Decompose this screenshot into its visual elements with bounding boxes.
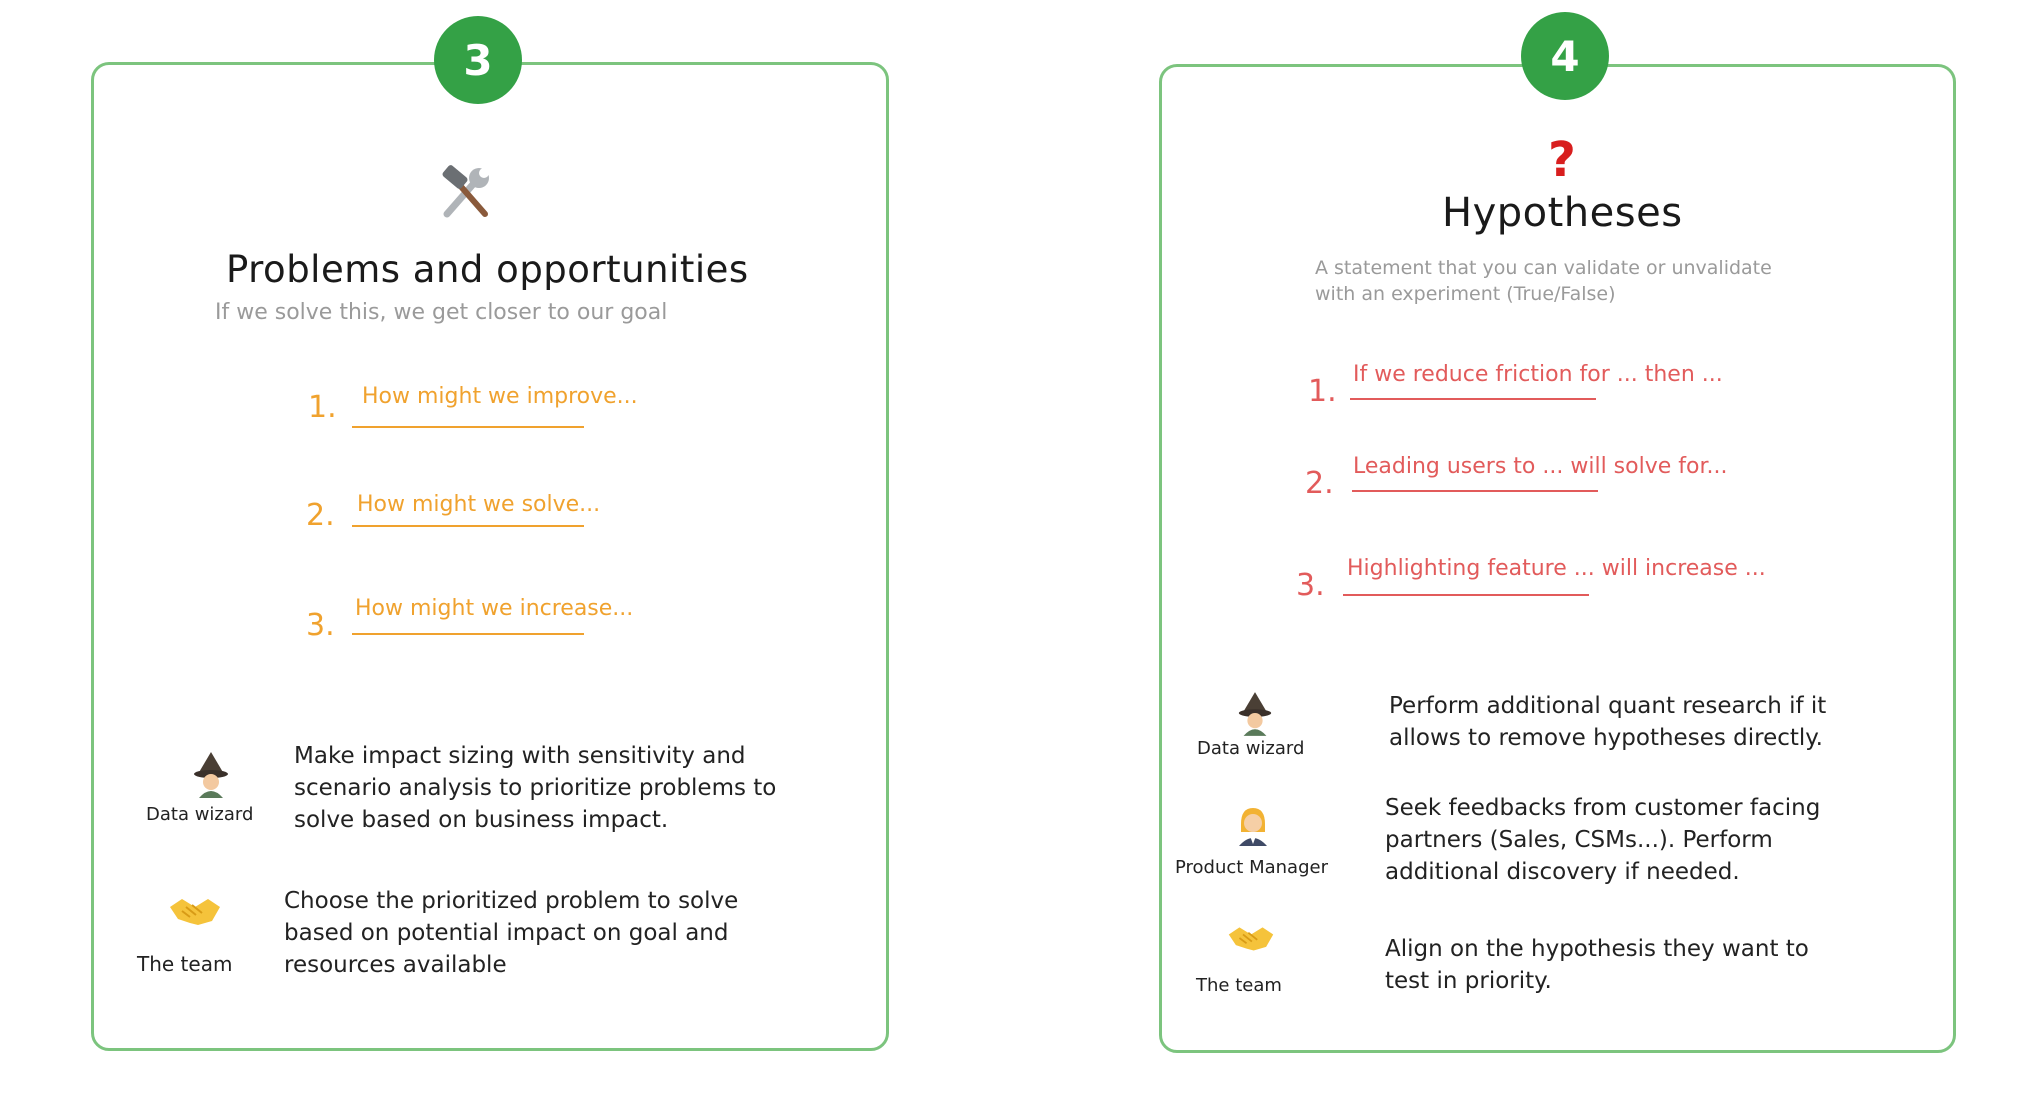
- hypotheses-title: Hypotheses: [1442, 190, 1683, 236]
- answer-underline: [352, 633, 584, 635]
- answer-underline: [1350, 398, 1596, 400]
- handshake-icon: [168, 893, 222, 929]
- problems-subtitle: If we solve this, we get closer to our goal: [215, 300, 668, 325]
- step-4-badge: 4: [1521, 12, 1609, 100]
- hypothesis-highlighting: Highlighting feature ... will increase ...: [1347, 556, 1766, 581]
- role-label-the-team: The team: [137, 952, 233, 976]
- product-manager-icon: [1233, 804, 1273, 846]
- wizard-icon: [1235, 692, 1275, 736]
- question-mark-icon: ?: [1548, 132, 1576, 188]
- answer-underline: [1343, 594, 1589, 596]
- handshake-icon: [1227, 922, 1275, 954]
- role-description: Seek feedbacks from customer facing partners (Sales, CSMs...). Perform additional discovery if needed.: [1385, 795, 1821, 885]
- item-number: 2.: [1305, 466, 1334, 501]
- how-might-we-increase: How might we increase...: [355, 596, 634, 621]
- item-number: 1.: [1308, 374, 1337, 409]
- role-description: Choose the prioritized problem to solve based on potential impact on goal and resources available: [284, 888, 739, 978]
- item-number: 1.: [308, 390, 337, 425]
- answer-underline: [352, 525, 584, 527]
- answer-underline: [1352, 490, 1598, 492]
- role-label-product-manager: Product Manager: [1175, 857, 1328, 878]
- how-might-we-improve: How might we improve...: [362, 384, 638, 409]
- hypothesis-friction: If we reduce friction for ... then ...: [1353, 362, 1723, 387]
- item-number: 3.: [306, 608, 335, 643]
- role-label-data-wizard: Data wizard: [1197, 738, 1305, 759]
- hypotheses-subtitle: A statement that you can validate or unvalidate with an experiment (True/False): [1315, 257, 1772, 305]
- hypothesis-leading-users: Leading users to ... will solve for...: [1353, 454, 1728, 479]
- problems-title: Problems and opportunities: [226, 248, 749, 291]
- step-3-badge: 3: [434, 16, 522, 104]
- role-label-the-team: The team: [1196, 975, 1282, 996]
- role-description: Make impact sizing with sensitivity and scenario analysis to prioritize problems to solve based on business impact.: [294, 743, 777, 833]
- item-number: 3.: [1296, 568, 1325, 603]
- role-label-data-wizard: Data wizard: [146, 804, 254, 825]
- wizard-icon: [190, 752, 232, 798]
- answer-underline: [352, 426, 584, 428]
- role-description: Align on the hypothesis they want to test in priority.: [1385, 936, 1809, 994]
- item-number: 2.: [306, 498, 335, 533]
- how-might-we-solve: How might we solve...: [357, 492, 601, 517]
- hammer-wrench-icon: [437, 164, 495, 222]
- role-description: Perform additional quant research if it allows to remove hypotheses directly.: [1389, 693, 1827, 751]
